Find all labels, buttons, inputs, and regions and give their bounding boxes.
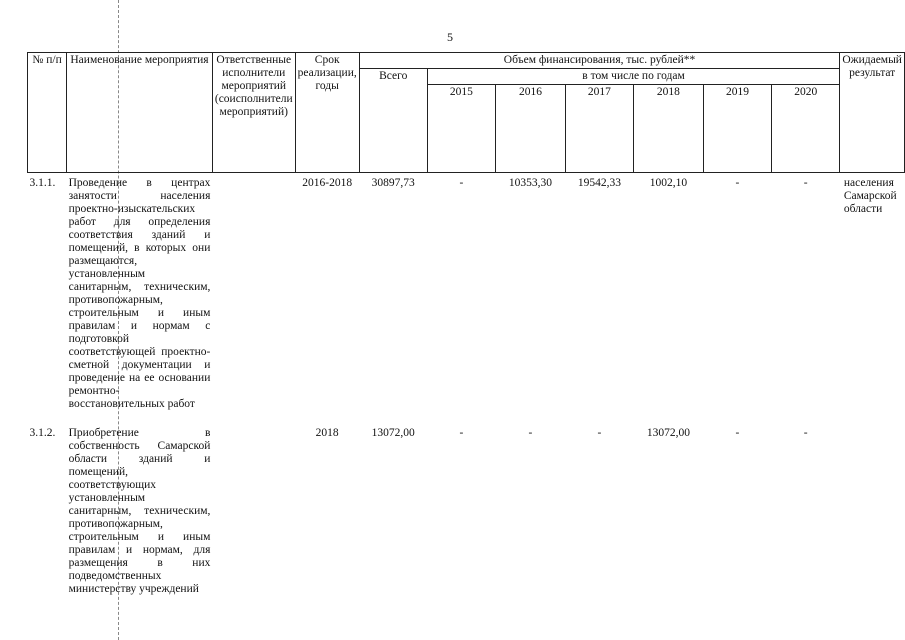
header-year-2018: 2018 (633, 85, 703, 173)
header-by-years: в том числе по годам (427, 69, 840, 85)
row-term: 2018 (315, 427, 339, 439)
row-result: населения Самарской области (843, 177, 897, 215)
row-executors (212, 421, 295, 596)
table-row (28, 173, 905, 422)
row-year-2015: - (459, 427, 464, 439)
header-year-2019: 2019 (703, 85, 771, 173)
table-row (28, 421, 905, 596)
row-name: Приобретение в собственность Самарской области зданий и помещений, соответствующих установленным санитарным, техническим, противопожарным, строительным и иным правилам и нормам, для размещения в них подведомственных министерству учреждений (68, 427, 211, 595)
header-name: Наименование мероприятия (67, 53, 213, 173)
row-year-2019: - (735, 427, 740, 439)
header-funding: Объем финансирования, тыс. рублей** (359, 53, 840, 69)
row-executors (212, 173, 295, 422)
header-year-2020: 2020 (772, 85, 840, 173)
header-year-2017: 2017 (565, 85, 633, 173)
row-year-2019: - (735, 177, 740, 189)
row-term: 2016-2018 (302, 177, 353, 189)
row-result (840, 421, 905, 596)
header-total: Всего (359, 69, 427, 173)
row-year-2018: 1002,10 (649, 177, 688, 189)
row-year-2016: - (528, 427, 533, 439)
row-year-2017: - (597, 427, 602, 439)
funding-table (27, 52, 905, 596)
row-name: Проведение в центрах занятости населения проектно-изыскательских работ для определения соответствия зданий и помещений, в которых они размещаются, установленным санитарным, техническим, противопожарным, строительным и иным правилам и нормам с подготовкой соответствующей проектно-сметной документации и проведение на ее основании ремонтно-восстановительных работ (68, 177, 211, 410)
header-year-2015: 2015 (427, 85, 495, 173)
row-total: 13072,00 (371, 427, 415, 439)
row-num: 3.1.2. (29, 427, 56, 439)
row-year-2020: - (803, 427, 808, 439)
header-executors: Ответственные исполнители мероприятий (соисполнители мероприятий) (212, 53, 295, 173)
row-num: 3.1.1. (29, 177, 56, 189)
header-num: № п/п (28, 53, 67, 173)
header-term: Срок реализации, годы (295, 53, 359, 173)
row-year-2015: - (459, 177, 464, 189)
row-year-2018: 13072,00 (646, 427, 690, 439)
header-result: Ожидаемый результат (840, 53, 905, 173)
page-number: 5 (447, 30, 453, 44)
row-year-2020: - (803, 177, 808, 189)
row-year-2017: 19542,33 (577, 177, 621, 189)
header-year-2016: 2016 (496, 85, 566, 173)
row-total: 30897,73 (371, 177, 415, 189)
row-year-2016: 10353,30 (508, 177, 553, 189)
